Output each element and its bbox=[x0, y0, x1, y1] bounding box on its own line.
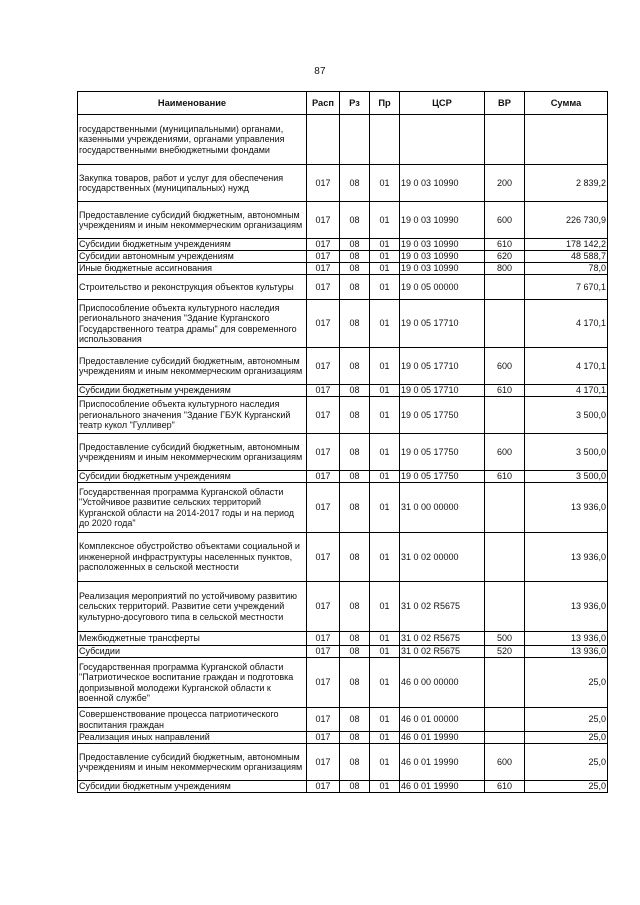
cell-pr: 01 bbox=[370, 434, 400, 471]
cell-pr: 01 bbox=[370, 202, 400, 239]
cell-name: Реализация иных направлений bbox=[78, 732, 307, 744]
table-row bbox=[78, 202, 608, 239]
cell-csr: 19 0 05 17710 bbox=[400, 300, 485, 348]
table-row bbox=[78, 239, 608, 251]
cell-vr: 610 bbox=[485, 471, 525, 483]
cell-rasp: 017 bbox=[307, 251, 340, 263]
cell-rz bbox=[340, 115, 370, 165]
cell-vr: 600 bbox=[485, 348, 525, 385]
cell-name: Государственная программа Курганской области "Патриотическое воспитание граждан и подготовка допризывной молодежи Курганской области к военной службе" bbox=[78, 658, 307, 708]
cell-csr: 19 0 05 00000 bbox=[400, 275, 485, 300]
cell-pr: 01 bbox=[370, 658, 400, 708]
cell-rz: 08 bbox=[340, 165, 370, 202]
cell-pr: 01 bbox=[370, 646, 400, 658]
table-row bbox=[78, 582, 608, 632]
cell-sum: 25,0 bbox=[525, 658, 608, 708]
cell-rz: 08 bbox=[340, 781, 370, 793]
cell-csr: 31 0 02 R5675 bbox=[400, 582, 485, 632]
cell-rasp: 017 bbox=[307, 744, 340, 781]
cell-csr: 31 0 02 R5675 bbox=[400, 632, 485, 646]
cell-pr: 01 bbox=[370, 533, 400, 582]
cell-pr: 01 bbox=[370, 165, 400, 202]
cell-vr bbox=[485, 658, 525, 708]
table-row bbox=[78, 632, 608, 646]
cell-pr: 01 bbox=[370, 708, 400, 732]
cell-pr: 01 bbox=[370, 251, 400, 263]
cell-name: Предоставление субсидий бюджетным, автономным учреждениям и иным некоммерческим организациям bbox=[78, 348, 307, 385]
cell-rz: 08 bbox=[340, 239, 370, 251]
cell-csr: 46 0 01 00000 bbox=[400, 708, 485, 732]
table-row bbox=[78, 300, 608, 348]
cell-rasp: 017 bbox=[307, 348, 340, 385]
cell-csr bbox=[400, 115, 485, 165]
cell-vr: 600 bbox=[485, 202, 525, 239]
cell-vr bbox=[485, 115, 525, 165]
cell-sum: 13 936,0 bbox=[525, 483, 608, 533]
cell-name: Совершенствование процесса патриотического воспитания граждан bbox=[78, 708, 307, 732]
cell-sum: 78,0 bbox=[525, 263, 608, 275]
header-rz: Рз bbox=[340, 92, 370, 115]
header-pr: Пр bbox=[370, 92, 400, 115]
cell-rasp: 017 bbox=[307, 732, 340, 744]
cell-rasp: 017 bbox=[307, 658, 340, 708]
table-row bbox=[78, 658, 608, 708]
table-row bbox=[78, 263, 608, 275]
cell-vr: 610 bbox=[485, 781, 525, 793]
cell-vr: 200 bbox=[485, 165, 525, 202]
cell-rasp: 017 bbox=[307, 202, 340, 239]
cell-rz: 08 bbox=[340, 744, 370, 781]
cell-vr: 500 bbox=[485, 632, 525, 646]
cell-rz: 08 bbox=[340, 533, 370, 582]
cell-pr: 01 bbox=[370, 348, 400, 385]
cell-vr bbox=[485, 397, 525, 434]
cell-rasp: 017 bbox=[307, 708, 340, 732]
cell-name: Субсидии бюджетным учреждениям bbox=[78, 471, 307, 483]
cell-sum: 25,0 bbox=[525, 781, 608, 793]
cell-rasp: 017 bbox=[307, 781, 340, 793]
cell-csr: 19 0 05 17750 bbox=[400, 471, 485, 483]
cell-csr: 31 0 02 R5675 bbox=[400, 646, 485, 658]
cell-pr: 01 bbox=[370, 397, 400, 434]
cell-sum: 25,0 bbox=[525, 744, 608, 781]
table-row bbox=[78, 533, 608, 582]
cell-vr bbox=[485, 483, 525, 533]
cell-csr: 46 0 00 00000 bbox=[400, 658, 485, 708]
cell-sum: 25,0 bbox=[525, 708, 608, 732]
cell-pr bbox=[370, 115, 400, 165]
cell-csr: 46 0 01 19990 bbox=[400, 744, 485, 781]
cell-sum: 13 936,0 bbox=[525, 582, 608, 632]
cell-rz: 08 bbox=[340, 646, 370, 658]
cell-pr: 01 bbox=[370, 483, 400, 533]
cell-rasp: 017 bbox=[307, 239, 340, 251]
cell-rasp: 017 bbox=[307, 275, 340, 300]
cell-rz: 08 bbox=[340, 483, 370, 533]
header-sum: Сумма bbox=[525, 92, 608, 115]
cell-csr: 19 0 03 10990 bbox=[400, 202, 485, 239]
cell-csr: 19 0 05 17750 bbox=[400, 397, 485, 434]
cell-csr: 19 0 05 17710 bbox=[400, 385, 485, 397]
cell-rz: 08 bbox=[340, 275, 370, 300]
table-row bbox=[78, 115, 608, 165]
cell-pr: 01 bbox=[370, 732, 400, 744]
cell-rasp bbox=[307, 115, 340, 165]
cell-csr: 19 0 03 10990 bbox=[400, 251, 485, 263]
cell-name: Субсидии бюджетным учреждениям bbox=[78, 781, 307, 793]
cell-sum: 3 500,0 bbox=[525, 397, 608, 434]
cell-sum: 2 839,2 bbox=[525, 165, 608, 202]
cell-sum: 4 170,1 bbox=[525, 385, 608, 397]
cell-name: Субсидии bbox=[78, 646, 307, 658]
cell-rz: 08 bbox=[340, 632, 370, 646]
cell-vr bbox=[485, 300, 525, 348]
cell-rasp: 017 bbox=[307, 300, 340, 348]
cell-name: Субсидии бюджетным учреждениям bbox=[78, 385, 307, 397]
cell-csr: 19 0 05 17710 bbox=[400, 348, 485, 385]
cell-pr: 01 bbox=[370, 744, 400, 781]
cell-rz: 08 bbox=[340, 251, 370, 263]
cell-csr: 19 0 03 10990 bbox=[400, 239, 485, 251]
table-row bbox=[78, 434, 608, 471]
cell-rz: 08 bbox=[340, 708, 370, 732]
page-number: 87 bbox=[314, 66, 326, 77]
cell-sum: 13 936,0 bbox=[525, 632, 608, 646]
cell-rasp: 017 bbox=[307, 434, 340, 471]
table-row bbox=[78, 744, 608, 781]
cell-name: Предоставление субсидий бюджетным, автономным учреждениям и иным некоммерческим организациям bbox=[78, 434, 307, 471]
cell-rz: 08 bbox=[340, 434, 370, 471]
cell-sum: 4 170,1 bbox=[525, 348, 608, 385]
cell-sum: 3 500,0 bbox=[525, 434, 608, 471]
header-rasp: Расп bbox=[307, 92, 340, 115]
cell-name: Закупка товаров, работ и услуг для обеспечения государственных (муниципальных) нужд bbox=[78, 165, 307, 202]
table-row bbox=[78, 471, 608, 483]
table-row bbox=[78, 397, 608, 434]
cell-name: Иные бюджетные ассигнования bbox=[78, 263, 307, 275]
cell-name: Предоставление субсидий бюджетным, автономным учреждениям и иным некоммерческим организациям bbox=[78, 202, 307, 239]
header-vr: ВР bbox=[485, 92, 525, 115]
cell-pr: 01 bbox=[370, 300, 400, 348]
table-row bbox=[78, 708, 608, 732]
cell-rasp: 017 bbox=[307, 471, 340, 483]
cell-csr: 46 0 01 19990 bbox=[400, 732, 485, 744]
cell-csr: 19 0 05 17750 bbox=[400, 434, 485, 471]
cell-sum: 7 670,1 bbox=[525, 275, 608, 300]
cell-pr: 01 bbox=[370, 263, 400, 275]
cell-vr: 620 bbox=[485, 251, 525, 263]
cell-vr: 520 bbox=[485, 646, 525, 658]
cell-rz: 08 bbox=[340, 202, 370, 239]
cell-pr: 01 bbox=[370, 275, 400, 300]
header-csr: ЦСР bbox=[400, 92, 485, 115]
cell-sum: 4 170,1 bbox=[525, 300, 608, 348]
cell-csr: 31 0 00 00000 bbox=[400, 483, 485, 533]
cell-name: Межбюджетные трансферты bbox=[78, 632, 307, 646]
cell-rasp: 017 bbox=[307, 397, 340, 434]
cell-vr: 800 bbox=[485, 263, 525, 275]
cell-rz: 08 bbox=[340, 263, 370, 275]
cell-name: Строительство и реконструкция объектов культуры bbox=[78, 275, 307, 300]
cell-sum: 3 500,0 bbox=[525, 471, 608, 483]
cell-vr: 600 bbox=[485, 434, 525, 471]
cell-csr: 31 0 02 00000 bbox=[400, 533, 485, 582]
cell-rz: 08 bbox=[340, 385, 370, 397]
cell-pr: 01 bbox=[370, 632, 400, 646]
cell-rasp: 017 bbox=[307, 385, 340, 397]
cell-name: Приспособление объекта культурного наследия регионального значения "Здание ГБУК Курганский театр кукол "Гулливер" bbox=[78, 397, 307, 434]
cell-vr bbox=[485, 582, 525, 632]
cell-name: Предоставление субсидий бюджетным, автономным учреждениям и иным некоммерческим организациям bbox=[78, 744, 307, 781]
cell-rz: 08 bbox=[340, 348, 370, 385]
cell-name: Комплексное обустройство объектами социальной и инженерной инфраструктуры населенных пунктов, расположенных в сельской местности bbox=[78, 533, 307, 582]
table-row bbox=[78, 275, 608, 300]
table-row bbox=[78, 348, 608, 385]
cell-pr: 01 bbox=[370, 471, 400, 483]
cell-rasp: 017 bbox=[307, 263, 340, 275]
cell-rasp: 017 bbox=[307, 533, 340, 582]
cell-rz: 08 bbox=[340, 732, 370, 744]
cell-sum: 13 936,0 bbox=[525, 533, 608, 582]
cell-vr bbox=[485, 732, 525, 744]
table-header-row bbox=[78, 92, 608, 115]
cell-csr: 19 0 03 10990 bbox=[400, 263, 485, 275]
cell-rz: 08 bbox=[340, 471, 370, 483]
cell-name: Приспособление объекта культурного наследия регионального значения "Здание Курганского Государственного театра драмы" для современного использования bbox=[78, 300, 307, 348]
cell-sum: 226 730,9 bbox=[525, 202, 608, 239]
cell-rasp: 017 bbox=[307, 582, 340, 632]
cell-vr bbox=[485, 533, 525, 582]
cell-vr: 600 bbox=[485, 744, 525, 781]
table-row bbox=[78, 483, 608, 533]
table-body bbox=[78, 115, 608, 793]
cell-rz: 08 bbox=[340, 658, 370, 708]
cell-name: Субсидии автономным учреждениям bbox=[78, 251, 307, 263]
cell-pr: 01 bbox=[370, 582, 400, 632]
cell-pr: 01 bbox=[370, 781, 400, 793]
cell-rz: 08 bbox=[340, 300, 370, 348]
cell-sum: 178 142,2 bbox=[525, 239, 608, 251]
header-name: Наименование bbox=[78, 92, 307, 115]
cell-sum bbox=[525, 115, 608, 165]
table-row bbox=[78, 165, 608, 202]
cell-csr: 46 0 01 19990 bbox=[400, 781, 485, 793]
cell-sum: 13 936,0 bbox=[525, 646, 608, 658]
cell-vr: 610 bbox=[485, 385, 525, 397]
table-row bbox=[78, 385, 608, 397]
cell-name: Субсидии бюджетным учреждениям bbox=[78, 239, 307, 251]
table-row bbox=[78, 781, 608, 793]
cell-rasp: 017 bbox=[307, 165, 340, 202]
cell-rasp: 017 bbox=[307, 632, 340, 646]
table-row bbox=[78, 732, 608, 744]
cell-name: Реализация мероприятий по устойчивому развитию сельских территорий. Развитие сети учреждений культурно-досугового типа в сельской местности bbox=[78, 582, 307, 632]
cell-rz: 08 bbox=[340, 582, 370, 632]
table-row bbox=[78, 646, 608, 658]
cell-pr: 01 bbox=[370, 239, 400, 251]
cell-vr bbox=[485, 708, 525, 732]
table-row bbox=[78, 251, 608, 263]
cell-sum: 48 588,7 bbox=[525, 251, 608, 263]
cell-vr bbox=[485, 275, 525, 300]
cell-rasp: 017 bbox=[307, 646, 340, 658]
cell-sum: 25,0 bbox=[525, 732, 608, 744]
cell-rz: 08 bbox=[340, 397, 370, 434]
cell-csr: 19 0 03 10990 bbox=[400, 165, 485, 202]
budget-table bbox=[77, 91, 608, 793]
cell-name: Государственная программа Курганской области "Устойчивое развитие сельских территорий Курганской области на 2014-2017 годы и на период до 2020 года" bbox=[78, 483, 307, 533]
cell-rasp: 017 bbox=[307, 483, 340, 533]
cell-vr: 610 bbox=[485, 239, 525, 251]
cell-name: государственными (муниципальными) органами, казенными учреждениями, органами управления государственными внебюджетными фондами bbox=[78, 115, 307, 165]
cell-pr: 01 bbox=[370, 385, 400, 397]
